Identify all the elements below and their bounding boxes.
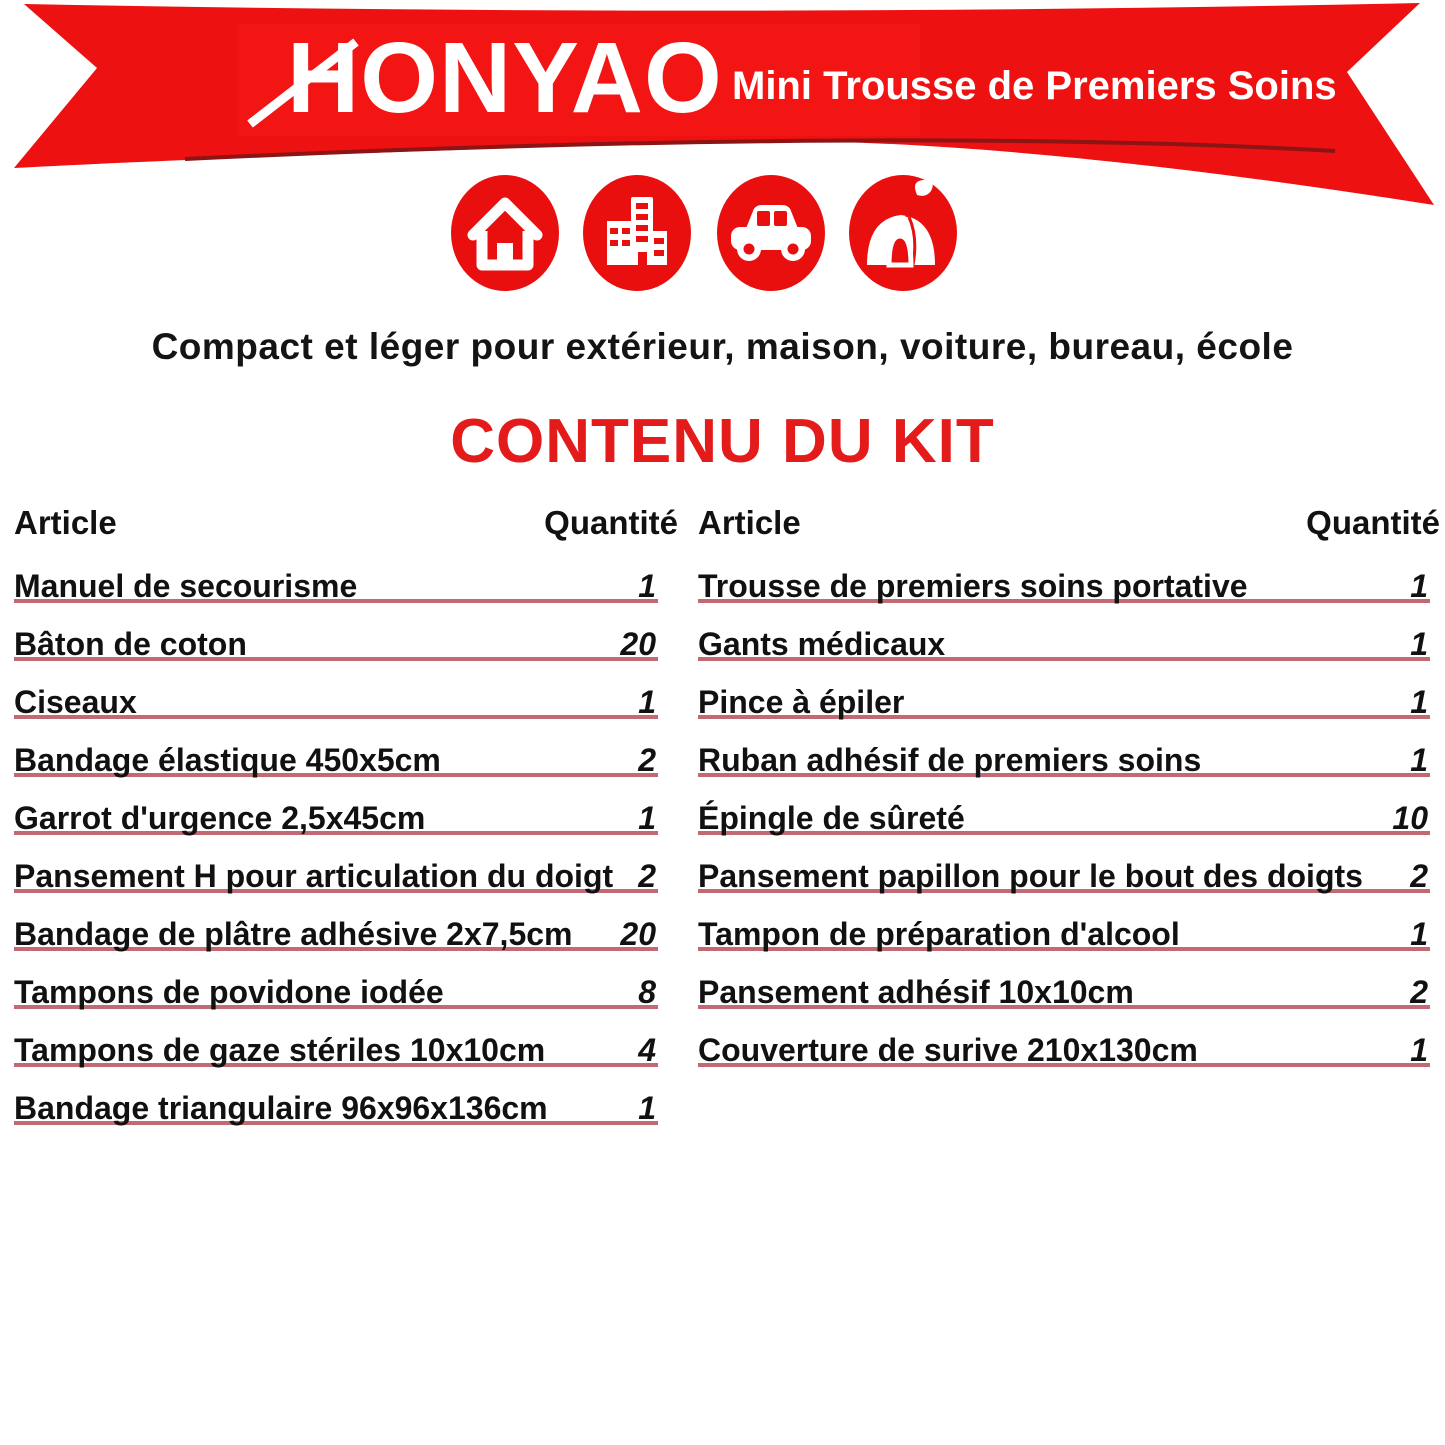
table-header bbox=[14, 505, 678, 541]
table-row bbox=[14, 860, 658, 893]
table-row bbox=[14, 686, 658, 719]
office-building-icon bbox=[581, 173, 693, 293]
item-quantity: 4 bbox=[638, 1032, 656, 1068]
item-quantity: 1 bbox=[638, 800, 656, 836]
table-row bbox=[698, 802, 1430, 835]
table-row bbox=[14, 570, 658, 603]
item-label: Pince à épiler bbox=[698, 684, 905, 720]
kit-table-left bbox=[14, 505, 678, 1150]
item-quantity: 1 bbox=[1410, 684, 1428, 720]
item-quantity: 1 bbox=[638, 684, 656, 720]
item-quantity: 1 bbox=[1410, 1032, 1428, 1068]
item-label: Tampons de povidone iodée bbox=[14, 974, 444, 1010]
table-row bbox=[698, 1034, 1430, 1067]
item-label: Pansement H pour articulation du doigt bbox=[14, 858, 614, 894]
item-label: Tampon de préparation d'alcool bbox=[698, 916, 1180, 952]
item-quantity: 10 bbox=[1392, 800, 1428, 836]
banner-tagline: Mini Trousse de Premiers Soins bbox=[732, 64, 1337, 108]
item-quantity: 1 bbox=[638, 568, 656, 604]
item-label: Gants médicaux bbox=[698, 626, 946, 662]
column-header-quantity: Quantité bbox=[1306, 504, 1440, 541]
column-header-quantity: Quantité bbox=[544, 504, 678, 541]
table-row bbox=[698, 918, 1430, 951]
table-row bbox=[698, 860, 1430, 893]
item-label: Bâton de coton bbox=[14, 626, 247, 662]
item-quantity: 8 bbox=[638, 974, 656, 1010]
item-label: Bandage élastique 450x5cm bbox=[14, 742, 441, 778]
item-quantity: 1 bbox=[638, 1090, 656, 1126]
table-row bbox=[698, 976, 1430, 1009]
tent-icon bbox=[847, 173, 959, 293]
item-label: Garrot d'urgence 2,5x45cm bbox=[14, 800, 426, 836]
item-quantity: 20 bbox=[620, 626, 656, 662]
item-quantity: 2 bbox=[1410, 858, 1428, 894]
item-label: Manuel de secourisme bbox=[14, 568, 358, 604]
item-quantity: 2 bbox=[638, 858, 656, 894]
subtitle: Compact et léger pour extérieur, maison, voiture, bureau, école bbox=[151, 326, 1294, 367]
table-row bbox=[14, 628, 658, 661]
item-label: Tampons de gaze stériles 10x10cm bbox=[14, 1032, 546, 1068]
home-icon bbox=[449, 173, 561, 293]
item-quantity: 20 bbox=[620, 916, 656, 952]
column-header-article: Article bbox=[14, 504, 117, 541]
table-row bbox=[14, 976, 658, 1009]
item-label: Trousse de premiers soins portative bbox=[698, 568, 1248, 604]
item-label: Bandage de plâtre adhésive 2x7,5cm bbox=[14, 916, 573, 952]
car-icon bbox=[715, 173, 827, 293]
table-row bbox=[698, 628, 1430, 661]
table-row bbox=[698, 570, 1430, 603]
item-quantity: 1 bbox=[1410, 742, 1428, 778]
kit-table-right bbox=[698, 505, 1440, 1092]
item-label: Épingle de sûreté bbox=[698, 800, 965, 836]
item-label: Pansement adhésif 10x10cm bbox=[698, 974, 1134, 1010]
item-quantity: 1 bbox=[1410, 626, 1428, 662]
item-quantity: 2 bbox=[638, 742, 656, 778]
table-row bbox=[14, 1092, 658, 1125]
item-label: Ruban adhésif de premiers soins bbox=[698, 742, 1202, 778]
item-quantity: 1 bbox=[1410, 916, 1428, 952]
table-row bbox=[14, 744, 658, 777]
table-row bbox=[698, 686, 1430, 719]
item-label: Couverture de surive 210x130cm bbox=[698, 1032, 1198, 1068]
table-row bbox=[14, 802, 658, 835]
column-header-article: Article bbox=[698, 504, 801, 541]
item-quantity: 1 bbox=[1410, 568, 1428, 604]
brand-logo-text: HONYAO bbox=[287, 22, 723, 134]
item-quantity: 2 bbox=[1410, 974, 1428, 1010]
item-label: Ciseaux bbox=[14, 684, 137, 720]
item-label: Pansement papillon pour le bout des doigts bbox=[698, 858, 1363, 894]
item-label: Bandage triangulaire 96x96x136cm bbox=[14, 1090, 548, 1126]
table-row bbox=[14, 1034, 658, 1067]
table-header bbox=[698, 505, 1440, 541]
table-row bbox=[14, 918, 658, 951]
table-row bbox=[698, 744, 1430, 777]
section-title: CONTENU DU KIT bbox=[450, 407, 995, 476]
